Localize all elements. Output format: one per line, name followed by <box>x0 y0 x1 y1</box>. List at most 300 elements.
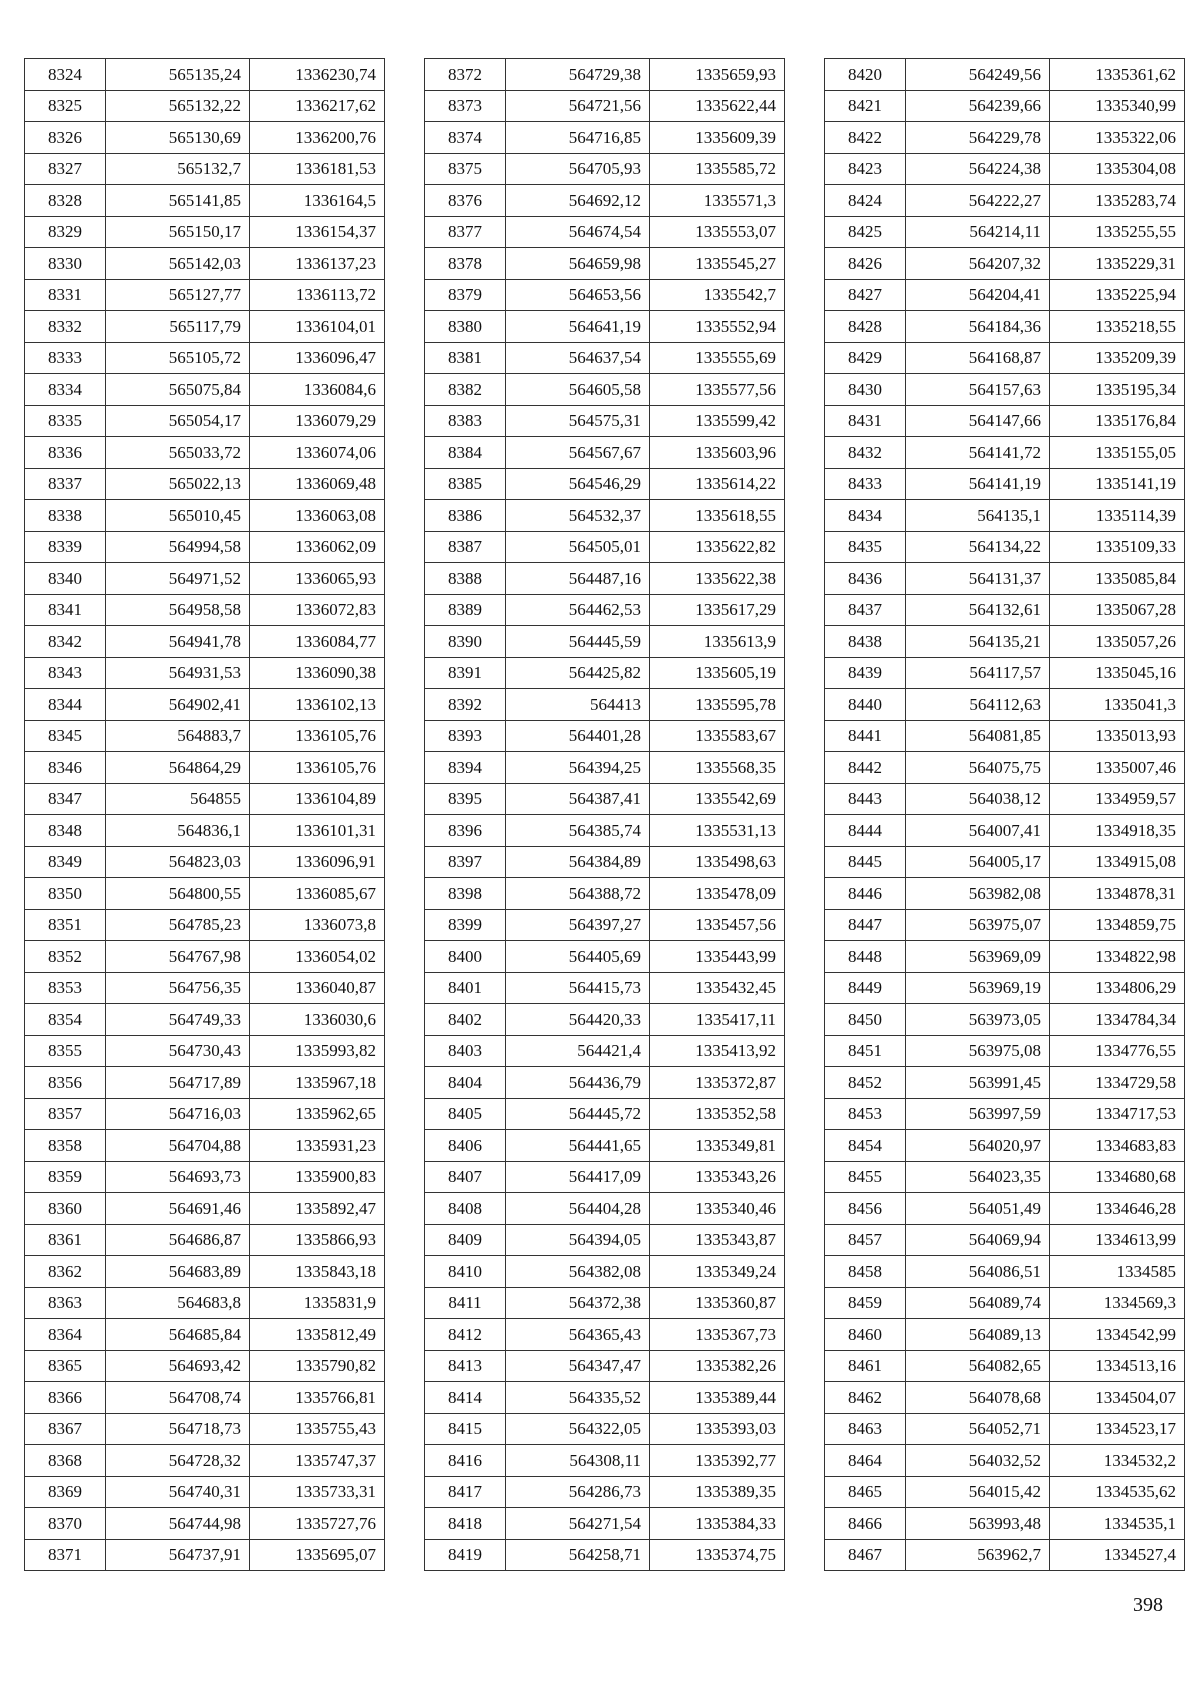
y-coordinate-cell: 1335392,77 <box>650 1445 785 1477</box>
table-row <box>425 657 785 689</box>
x-coordinate-cell: 564082,65 <box>906 1350 1050 1382</box>
point-id-cell: 8434 <box>825 500 906 532</box>
table-row <box>25 909 385 941</box>
x-coordinate-cell: 564249,56 <box>906 59 1050 91</box>
y-coordinate-cell: 1335727,76 <box>250 1508 385 1540</box>
y-coordinate-cell: 1334680,68 <box>1050 1161 1185 1193</box>
y-coordinate-cell: 1335843,18 <box>250 1256 385 1288</box>
y-coordinate-cell: 1335618,55 <box>650 500 785 532</box>
point-id-cell: 8374 <box>425 122 506 154</box>
y-coordinate-cell: 1335962,65 <box>250 1098 385 1130</box>
x-coordinate-cell: 564135,21 <box>906 626 1050 658</box>
x-coordinate-cell: 564487,16 <box>506 563 650 595</box>
y-coordinate-cell: 1335457,56 <box>650 909 785 941</box>
table-row <box>425 594 785 626</box>
table-row <box>825 468 1185 500</box>
table-row <box>425 1067 785 1099</box>
y-coordinate-cell: 1335571,3 <box>650 185 785 217</box>
y-coordinate-cell: 1336084,77 <box>250 626 385 658</box>
table-row <box>25 1382 385 1414</box>
point-id-cell: 8388 <box>425 563 506 595</box>
point-id-cell: 8359 <box>25 1161 106 1193</box>
point-id-cell: 8384 <box>425 437 506 469</box>
table-row <box>425 405 785 437</box>
point-id-cell: 8429 <box>825 342 906 374</box>
table-row <box>25 374 385 406</box>
point-id-cell: 8430 <box>825 374 906 406</box>
y-coordinate-cell: 1335542,7 <box>650 279 785 311</box>
y-coordinate-cell: 1335007,46 <box>1050 752 1185 784</box>
y-coordinate-cell: 1335432,45 <box>650 972 785 1004</box>
point-id-cell: 8387 <box>425 531 506 563</box>
table-row <box>825 1161 1185 1193</box>
y-coordinate-cell: 1335013,93 <box>1050 720 1185 752</box>
x-coordinate-cell: 564683,89 <box>106 1256 250 1288</box>
table-row <box>825 248 1185 280</box>
table-row <box>825 1256 1185 1288</box>
y-coordinate-cell: 1335900,83 <box>250 1161 385 1193</box>
x-coordinate-cell: 564258,71 <box>506 1539 650 1571</box>
point-id-cell: 8379 <box>425 279 506 311</box>
x-coordinate-cell: 564685,84 <box>106 1319 250 1351</box>
point-id-cell: 8385 <box>425 468 506 500</box>
y-coordinate-cell: 1335967,18 <box>250 1067 385 1099</box>
y-coordinate-cell: 1335374,75 <box>650 1539 785 1571</box>
x-coordinate-cell: 564505,01 <box>506 531 650 563</box>
x-coordinate-cell: 564659,98 <box>506 248 650 280</box>
x-coordinate-cell: 563975,07 <box>906 909 1050 941</box>
table-row <box>425 720 785 752</box>
point-id-cell: 8344 <box>25 689 106 721</box>
point-id-cell: 8345 <box>25 720 106 752</box>
point-id-cell: 8363 <box>25 1287 106 1319</box>
x-coordinate-cell: 564214,11 <box>906 216 1050 248</box>
point-id-cell: 8467 <box>825 1539 906 1571</box>
y-coordinate-cell: 1336200,76 <box>250 122 385 154</box>
table-row <box>425 500 785 532</box>
point-id-cell: 8421 <box>825 90 906 122</box>
x-coordinate-cell: 564704,88 <box>106 1130 250 1162</box>
table-row <box>25 1350 385 1382</box>
point-id-cell: 8335 <box>25 405 106 437</box>
y-coordinate-cell: 1335443,99 <box>650 941 785 973</box>
table-row <box>25 594 385 626</box>
table-row <box>825 437 1185 469</box>
point-id-cell: 8343 <box>25 657 106 689</box>
y-coordinate-cell: 1334504,07 <box>1050 1382 1185 1414</box>
point-id-cell: 8414 <box>425 1382 506 1414</box>
table-row <box>425 1476 785 1508</box>
y-coordinate-cell: 1335057,26 <box>1050 626 1185 658</box>
point-id-cell: 8444 <box>825 815 906 847</box>
point-id-cell: 8462 <box>825 1382 906 1414</box>
table-row <box>425 1287 785 1319</box>
table-row <box>25 468 385 500</box>
point-id-cell: 8406 <box>425 1130 506 1162</box>
table-row <box>25 153 385 185</box>
y-coordinate-cell: 1335340,46 <box>650 1193 785 1225</box>
table-row <box>825 1287 1185 1319</box>
y-coordinate-cell: 1335393,03 <box>650 1413 785 1445</box>
x-coordinate-cell: 564117,57 <box>906 657 1050 689</box>
x-coordinate-cell: 564023,35 <box>906 1161 1050 1193</box>
point-id-cell: 8427 <box>825 279 906 311</box>
point-id-cell: 8372 <box>425 59 506 91</box>
x-coordinate-cell: 564405,69 <box>506 941 650 973</box>
point-id-cell: 8354 <box>25 1004 106 1036</box>
table-row <box>25 1256 385 1288</box>
table-row <box>425 437 785 469</box>
table-row <box>425 1413 785 1445</box>
y-coordinate-cell: 1336062,09 <box>250 531 385 563</box>
y-coordinate-cell: 1335352,58 <box>650 1098 785 1130</box>
x-coordinate-cell: 564157,63 <box>906 374 1050 406</box>
x-coordinate-cell: 564674,54 <box>506 216 650 248</box>
y-coordinate-cell: 1335343,87 <box>650 1224 785 1256</box>
x-coordinate-cell: 564718,73 <box>106 1413 250 1445</box>
y-coordinate-cell: 1336217,62 <box>250 90 385 122</box>
table-row <box>425 783 785 815</box>
y-coordinate-cell: 1336040,87 <box>250 972 385 1004</box>
y-coordinate-cell: 1336105,76 <box>250 752 385 784</box>
table-row <box>425 1004 785 1036</box>
x-coordinate-cell: 563973,05 <box>906 1004 1050 1036</box>
coordinate-table-2 <box>424 58 785 1571</box>
point-id-cell: 8338 <box>25 500 106 532</box>
table-row <box>825 846 1185 878</box>
point-id-cell: 8353 <box>25 972 106 1004</box>
point-id-cell: 8458 <box>825 1256 906 1288</box>
table-row <box>425 1193 785 1225</box>
y-coordinate-cell: 1335417,11 <box>650 1004 785 1036</box>
x-coordinate-cell: 564462,53 <box>506 594 650 626</box>
point-id-cell: 8351 <box>25 909 106 941</box>
y-coordinate-cell: 1335614,22 <box>650 468 785 500</box>
table-row <box>825 941 1185 973</box>
x-coordinate-cell: 564038,12 <box>906 783 1050 815</box>
y-coordinate-cell: 1335176,84 <box>1050 405 1185 437</box>
x-coordinate-cell: 564089,13 <box>906 1319 1050 1351</box>
table-row <box>425 1098 785 1130</box>
x-coordinate-cell: 564112,63 <box>906 689 1050 721</box>
x-coordinate-cell: 564575,31 <box>506 405 650 437</box>
point-id-cell: 8405 <box>425 1098 506 1130</box>
table-row <box>25 531 385 563</box>
y-coordinate-cell: 1335085,84 <box>1050 563 1185 595</box>
x-coordinate-cell: 564005,17 <box>906 846 1050 878</box>
x-coordinate-cell: 564836,1 <box>106 815 250 847</box>
table-row <box>425 1224 785 1256</box>
y-coordinate-cell: 1335553,07 <box>650 216 785 248</box>
x-coordinate-cell: 564401,28 <box>506 720 650 752</box>
point-id-cell: 8417 <box>425 1476 506 1508</box>
table-row <box>825 90 1185 122</box>
table-row <box>825 311 1185 343</box>
table-row <box>825 1193 1185 1225</box>
y-coordinate-cell: 1335605,19 <box>650 657 785 689</box>
y-coordinate-cell: 1335141,19 <box>1050 468 1185 500</box>
point-id-cell: 8452 <box>825 1067 906 1099</box>
table-row <box>25 1067 385 1099</box>
x-coordinate-cell: 564032,52 <box>906 1445 1050 1477</box>
point-id-cell: 8442 <box>825 752 906 784</box>
y-coordinate-cell: 1335225,94 <box>1050 279 1185 311</box>
point-id-cell: 8336 <box>25 437 106 469</box>
point-id-cell: 8368 <box>25 1445 106 1477</box>
x-coordinate-cell: 564532,37 <box>506 500 650 532</box>
y-coordinate-cell: 1335552,94 <box>650 311 785 343</box>
table-row <box>825 1382 1185 1414</box>
table-row <box>825 815 1185 847</box>
table-row <box>825 216 1185 248</box>
x-coordinate-cell: 564744,98 <box>106 1508 250 1540</box>
coordinate-table-3 <box>824 58 1185 1571</box>
point-id-cell: 8440 <box>825 689 906 721</box>
point-id-cell: 8339 <box>25 531 106 563</box>
table-row <box>25 563 385 595</box>
x-coordinate-cell: 564075,75 <box>906 752 1050 784</box>
table-row <box>825 972 1185 1004</box>
table-row <box>425 1161 785 1193</box>
y-coordinate-cell: 1335382,26 <box>650 1350 785 1382</box>
x-coordinate-cell: 565022,13 <box>106 468 250 500</box>
x-coordinate-cell: 564168,87 <box>906 342 1050 374</box>
y-coordinate-cell: 1335622,44 <box>650 90 785 122</box>
point-id-cell: 8366 <box>25 1382 106 1414</box>
table-row <box>425 1445 785 1477</box>
x-coordinate-cell: 564653,56 <box>506 279 650 311</box>
y-coordinate-cell: 1334683,83 <box>1050 1130 1185 1162</box>
y-coordinate-cell: 1334915,08 <box>1050 846 1185 878</box>
x-coordinate-cell: 565132,7 <box>106 153 250 185</box>
point-id-cell: 8437 <box>825 594 906 626</box>
point-id-cell: 8436 <box>825 563 906 595</box>
x-coordinate-cell: 564417,09 <box>506 1161 650 1193</box>
y-coordinate-cell: 1335349,24 <box>650 1256 785 1288</box>
y-coordinate-cell: 1336084,6 <box>250 374 385 406</box>
point-id-cell: 8461 <box>825 1350 906 1382</box>
table-row <box>425 531 785 563</box>
y-coordinate-cell: 1335659,93 <box>650 59 785 91</box>
x-coordinate-cell: 564020,97 <box>906 1130 1050 1162</box>
y-coordinate-cell: 1335255,55 <box>1050 216 1185 248</box>
y-coordinate-cell: 1335577,56 <box>650 374 785 406</box>
point-id-cell: 8352 <box>25 941 106 973</box>
table-row <box>25 59 385 91</box>
x-coordinate-cell: 564420,33 <box>506 1004 650 1036</box>
x-coordinate-cell: 565033,72 <box>106 437 250 469</box>
point-id-cell: 8450 <box>825 1004 906 1036</box>
point-id-cell: 8423 <box>825 153 906 185</box>
point-id-cell: 8431 <box>825 405 906 437</box>
point-id-cell: 8416 <box>425 1445 506 1477</box>
table-row <box>825 342 1185 374</box>
x-coordinate-cell: 564271,54 <box>506 1508 650 1540</box>
x-coordinate-cell: 564994,58 <box>106 531 250 563</box>
y-coordinate-cell: 1335568,35 <box>650 752 785 784</box>
point-id-cell: 8401 <box>425 972 506 1004</box>
table-row <box>425 563 785 595</box>
table-row <box>425 909 785 941</box>
table-row <box>825 1067 1185 1099</box>
table-row <box>825 1319 1185 1351</box>
table-row <box>825 1098 1185 1130</box>
table-row <box>25 279 385 311</box>
x-coordinate-cell: 564445,59 <box>506 626 650 658</box>
x-coordinate-cell: 564605,58 <box>506 374 650 406</box>
table-row <box>25 626 385 658</box>
point-id-cell: 8378 <box>425 248 506 280</box>
x-coordinate-cell: 564141,72 <box>906 437 1050 469</box>
y-coordinate-cell: 1335067,28 <box>1050 594 1185 626</box>
y-coordinate-cell: 1335114,39 <box>1050 500 1185 532</box>
x-coordinate-cell: 564204,41 <box>906 279 1050 311</box>
x-coordinate-cell: 564207,32 <box>906 248 1050 280</box>
x-coordinate-cell: 563975,08 <box>906 1035 1050 1067</box>
table-row <box>25 1224 385 1256</box>
y-coordinate-cell: 1335747,37 <box>250 1445 385 1477</box>
x-coordinate-cell: 564691,46 <box>106 1193 250 1225</box>
table-row <box>825 59 1185 91</box>
y-coordinate-cell: 1336069,48 <box>250 468 385 500</box>
x-coordinate-cell: 564051,49 <box>906 1193 1050 1225</box>
table-row <box>425 1035 785 1067</box>
y-coordinate-cell: 1335993,82 <box>250 1035 385 1067</box>
y-coordinate-cell: 1335229,31 <box>1050 248 1185 280</box>
point-id-cell: 8464 <box>825 1445 906 1477</box>
table-row <box>25 1287 385 1319</box>
x-coordinate-cell: 564365,43 <box>506 1319 650 1351</box>
point-id-cell: 8448 <box>825 941 906 973</box>
point-id-cell: 8381 <box>425 342 506 374</box>
table-row <box>425 216 785 248</box>
point-id-cell: 8398 <box>425 878 506 910</box>
x-coordinate-cell: 564335,52 <box>506 1382 650 1414</box>
point-id-cell: 8396 <box>425 815 506 847</box>
y-coordinate-cell: 1335583,67 <box>650 720 785 752</box>
y-coordinate-cell: 1334822,98 <box>1050 941 1185 973</box>
y-coordinate-cell: 1334784,34 <box>1050 1004 1185 1036</box>
y-coordinate-cell: 1334859,75 <box>1050 909 1185 941</box>
point-id-cell: 8438 <box>825 626 906 658</box>
table-row <box>25 1130 385 1162</box>
table-row <box>25 1445 385 1477</box>
table-row <box>25 248 385 280</box>
point-id-cell: 8325 <box>25 90 106 122</box>
point-id-cell: 8386 <box>425 500 506 532</box>
point-id-cell: 8377 <box>425 216 506 248</box>
x-coordinate-cell: 565127,77 <box>106 279 250 311</box>
x-coordinate-cell: 564394,05 <box>506 1224 650 1256</box>
x-coordinate-cell: 564131,37 <box>906 563 1050 595</box>
point-id-cell: 8370 <box>25 1508 106 1540</box>
table-row <box>425 1539 785 1571</box>
y-coordinate-cell: 1335389,35 <box>650 1476 785 1508</box>
table-row <box>825 1476 1185 1508</box>
table-row <box>425 689 785 721</box>
point-id-cell: 8375 <box>425 153 506 185</box>
y-coordinate-cell: 1335931,23 <box>250 1130 385 1162</box>
y-coordinate-cell: 1336072,83 <box>250 594 385 626</box>
point-id-cell: 8349 <box>25 846 106 878</box>
point-id-cell: 8400 <box>425 941 506 973</box>
y-coordinate-cell: 1335790,82 <box>250 1350 385 1382</box>
point-id-cell: 8435 <box>825 531 906 563</box>
point-id-cell: 8380 <box>425 311 506 343</box>
x-coordinate-cell: 564224,38 <box>906 153 1050 185</box>
x-coordinate-cell: 564971,52 <box>106 563 250 595</box>
y-coordinate-cell: 1335622,82 <box>650 531 785 563</box>
table-row <box>425 342 785 374</box>
point-id-cell: 8439 <box>825 657 906 689</box>
point-id-cell: 8373 <box>425 90 506 122</box>
point-id-cell: 8334 <box>25 374 106 406</box>
y-coordinate-cell: 1336105,76 <box>250 720 385 752</box>
x-coordinate-cell: 564637,54 <box>506 342 650 374</box>
table-row <box>825 153 1185 185</box>
point-id-cell: 8418 <box>425 1508 506 1540</box>
table-row <box>25 185 385 217</box>
point-id-cell: 8443 <box>825 783 906 815</box>
table-row <box>425 374 785 406</box>
table-row <box>25 342 385 374</box>
point-id-cell: 8420 <box>825 59 906 91</box>
x-coordinate-cell: 564721,56 <box>506 90 650 122</box>
point-id-cell: 8415 <box>425 1413 506 1445</box>
y-coordinate-cell: 1335041,3 <box>1050 689 1185 721</box>
x-coordinate-cell: 565141,85 <box>106 185 250 217</box>
point-id-cell: 8324 <box>25 59 106 91</box>
x-coordinate-cell: 564567,67 <box>506 437 650 469</box>
x-coordinate-cell: 565135,24 <box>106 59 250 91</box>
table-row <box>425 972 785 1004</box>
x-coordinate-cell: 565054,17 <box>106 405 250 437</box>
y-coordinate-cell: 1334918,35 <box>1050 815 1185 847</box>
x-coordinate-cell: 564749,33 <box>106 1004 250 1036</box>
point-id-cell: 8410 <box>425 1256 506 1288</box>
y-coordinate-cell: 1336230,74 <box>250 59 385 91</box>
x-coordinate-cell: 564135,1 <box>906 500 1050 532</box>
x-coordinate-cell: 564683,8 <box>106 1287 250 1319</box>
table-row <box>25 815 385 847</box>
x-coordinate-cell: 563991,45 <box>906 1067 1050 1099</box>
point-id-cell: 8356 <box>25 1067 106 1099</box>
y-coordinate-cell: 1336090,38 <box>250 657 385 689</box>
table-row <box>425 311 785 343</box>
x-coordinate-cell: 564421,4 <box>506 1035 650 1067</box>
y-coordinate-cell: 1335389,44 <box>650 1382 785 1414</box>
table-row <box>825 689 1185 721</box>
y-coordinate-cell: 1335372,87 <box>650 1067 785 1099</box>
x-coordinate-cell: 564855 <box>106 783 250 815</box>
point-id-cell: 8369 <box>25 1476 106 1508</box>
point-id-cell: 8376 <box>425 185 506 217</box>
y-coordinate-cell: 1335045,16 <box>1050 657 1185 689</box>
y-coordinate-cell: 1334646,28 <box>1050 1193 1185 1225</box>
point-id-cell: 8365 <box>25 1350 106 1382</box>
point-id-cell: 8341 <box>25 594 106 626</box>
y-coordinate-cell: 1335195,34 <box>1050 374 1185 406</box>
point-id-cell: 8413 <box>425 1350 506 1382</box>
x-coordinate-cell: 564132,61 <box>906 594 1050 626</box>
point-id-cell: 8447 <box>825 909 906 941</box>
point-id-cell: 8454 <box>825 1130 906 1162</box>
x-coordinate-cell: 564286,73 <box>506 1476 650 1508</box>
x-coordinate-cell: 564641,19 <box>506 311 650 343</box>
y-coordinate-cell: 1335866,93 <box>250 1224 385 1256</box>
table-row <box>425 846 785 878</box>
point-id-cell: 8392 <box>425 689 506 721</box>
